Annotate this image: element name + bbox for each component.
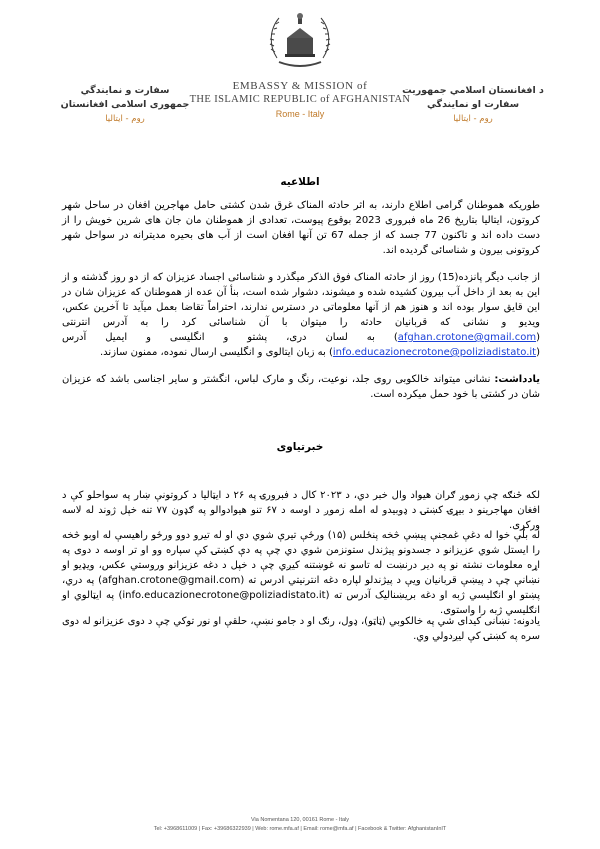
pashto-title: خبرتياوی xyxy=(276,441,324,453)
dari-paragraph-1: طوريکه هموطنان گرامی اطلاع دارند، به اثر حادثه المناک غرق شدن کشتی حامل مهاجرين افغان در ساحل شهر کروتون، ايتاليا بتاريخ 26 ماه فبروری 2023 بوقوع پيوست، تعدادی از هموطنان مان جان های شرين خويش را از دست داده اند و تاکنون 77 جسد که از جمله 67 تن آنها افغان است از آب های بحيره مديترانه در سواحل شهر کروتونی بيرون و شناسائی گرديده اند. xyxy=(62,200,540,256)
dari-note-label: يادداشت: xyxy=(494,374,540,385)
dari-paragraph-2-text: از جانب ديگر پانزده(15) روز از حادثه المناک فوق الذکر ميگذرد و شناسائی اجساد عزيزان که از دو روز گذشته و از اين به بعد از داخل آب بيرون کشيده شده و ميشوند، دشوار شده است، بنأ آن عده از هموطنان که عزيزان شان در اين قايق سوار بوده اند و هنوز هم از آنها معلوماتی در دسترس ندارند، احتراماً تقاضا بعمل ميآيد تا آخرين عکس، ويديو و نشانی که قربانيان حادثه را ميتوان با آن شناسائی کرد را به آدرس انترنتی ( xyxy=(62,272,540,343)
header-dari-line1: سفارت و نمايندگي xyxy=(80,85,170,96)
header-pashto-city: روم - ايتاليا xyxy=(453,114,493,124)
dari-note xyxy=(62,372,540,402)
dari-note-text: نشانی ميتواند خالکوبی روی جلد، نوعيت، رنگ و مارک لباس، انگشتر و ساير اجناسی باشد که عزيزان شان در کشتی با خود حمل ميکرده است. xyxy=(62,374,540,400)
header-english-line2: THE ISLAMIC REPUBLIC of AFGHANISTAN xyxy=(189,94,411,105)
pashto-paragraph-2 xyxy=(62,528,540,618)
dari-title: اطلاعيه xyxy=(280,176,320,188)
pashto-email-1: afghan.crotone@gmail.com xyxy=(102,575,241,586)
header-english-block xyxy=(175,80,425,121)
afghanistan-emblem-icon xyxy=(263,8,337,74)
header-english-line1: EMBASSY & MISSION of xyxy=(232,80,368,92)
dari-paragraph-2-end: ) به زبان ايتالوی و انگليسی ارسال نموده، ممنون سازند. xyxy=(99,347,333,358)
header-dari-line2: جمهوری اسلامی افغانستان xyxy=(60,99,190,110)
footer-address: Via Nomentana 120, 00161 Rome - Italy xyxy=(250,817,350,823)
header-dari-city: روم - ايتاليا xyxy=(105,114,145,124)
header-dari-block xyxy=(50,84,200,126)
dari-paragraph-2-mid: ) به لسان دری، پشتو و انگليسی و ايميل آدرس ( xyxy=(62,332,540,358)
pashto-paragraph-2-mid: ) په دري، پښتو او انګليسي ژبه او دغه بريښناليک آدرس ته ( xyxy=(62,575,541,601)
pashto-paragraph-2-text: له بلې خوا له دغې غمجنې پيښې څخه پنځلس (۱۵) ورځې تيرې شوي دي او له تيرو دوو ورځو راهيسې له اوبو څخه را ايستل شوي عزيزانو د جسدونو پيژندل ستونزمن شوي دي چې په دې کښتۍ کې سپاره وو او تر اوسه د دوی په اړه معلومات نشته نو په دير درنښت له تاسو نه غوښتنه کيږي چې د خپل د دغه عزيزانو وروستي عکس، ويډيو او نښانې چې د پيښې قربانيان ويې د پيژندلو لپاره دغه انترنيتي ادرس ته ( xyxy=(62,530,540,586)
pashto-paragraph-1: لکه څنګه چې زموږ ګران هيواد وال خبر دي، د ۲۰۲۳ کال د فبرورۍ په ۲۶ د ايټاليا د کروتونې ښار په سواحلو کې د افغان مهاجرينو د بيړۍ کښتۍ د ډوبيدو له امله زموږ د اوسه د ۶۷ تنو هيوادوالو په ګډون ۷۷ تنه خپل ژوند له لاسه ورکړی. xyxy=(62,490,540,531)
header-pashto-line2: سفارت او نمايندگي xyxy=(426,99,520,110)
pashto-note: يادونه: نښانی کيدای شي په خالکوبي (ټاټو)، ډول، رنګ او د جامو نښې، حلقې او نور توکي چې د دوی عزيزانو له دوی سره په کښتۍ کې ليږدولي وي. xyxy=(62,616,540,642)
dari-email-link-2[interactable]: info.educazionecrotone@poliziadistato.it xyxy=(332,347,537,358)
dari-email-link-1[interactable]: afghan.crotone@gmail.com xyxy=(397,332,537,343)
footer-contacts: Tel: +3968611009 | Fax: +39686322939 | Web: rome.mfa.af | Email: rome@mfa.af | Facebook & Twitter: AfghanistanInIT xyxy=(153,826,447,832)
pashto-paragraph-2-end: ) په ايټالوي او انګليسي ژبه را واستوی. xyxy=(62,590,540,616)
dari-paragraph-2 xyxy=(62,270,540,360)
header-pashto-line1: د افغانستان اسلامي جمهوريت xyxy=(402,85,544,96)
header-english-city: Rome - Italy xyxy=(275,109,325,119)
pashto-email-2: info.educazionecrotone@poliziadistato.it xyxy=(122,590,326,601)
